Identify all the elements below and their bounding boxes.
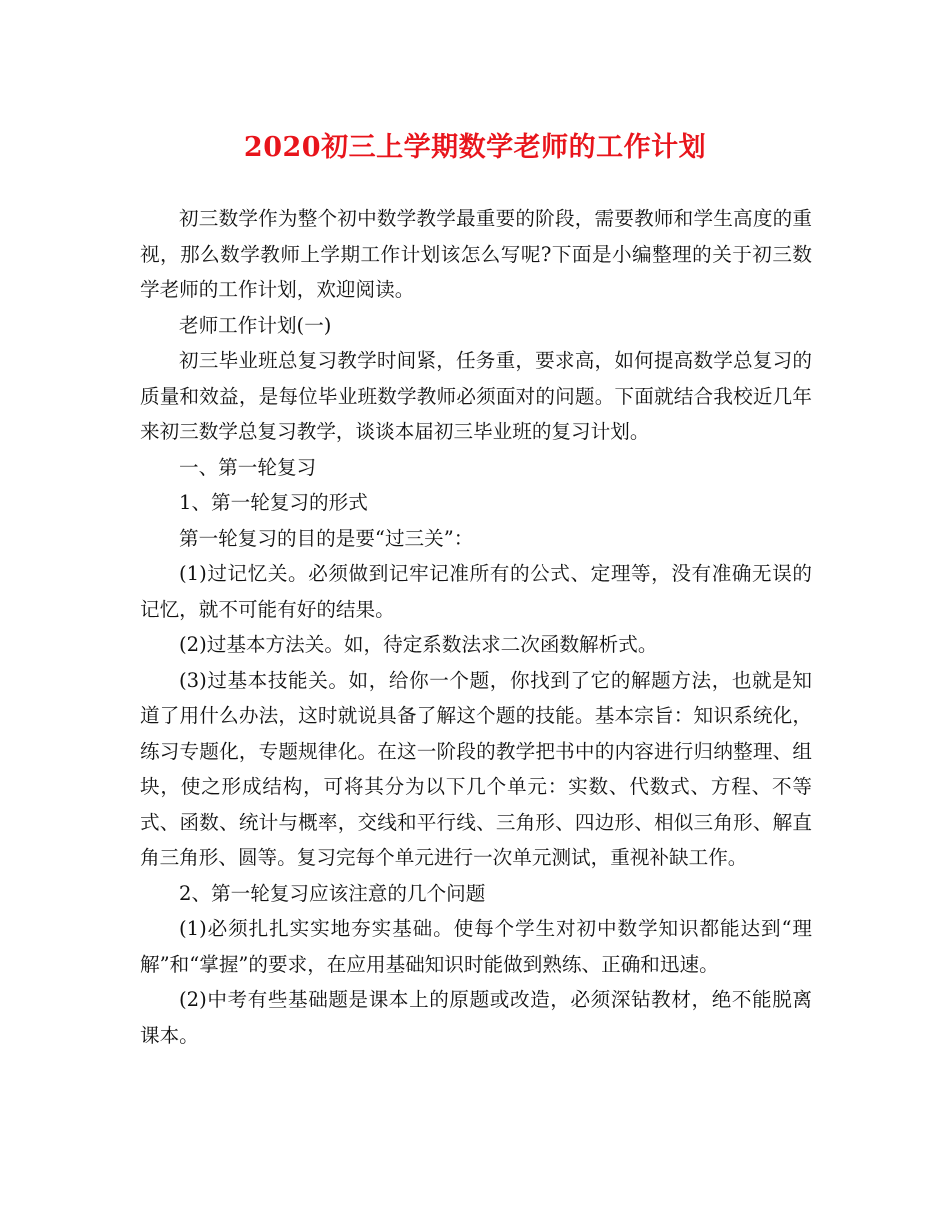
paragraph-section-heading: 一、第一轮复习 <box>179 455 317 479</box>
paragraph-skill-pass: (3)过基本技能关。如，给你一个题，你找到了它的解题方法，也就是知道了用什么办法，这时就说具备了解这个题的技能。基本宗旨：知识系统化，练习专题化，专题规律化。在这一阶段的教学把书中的内容进行归纳整理、组块，使之形成结构，可将其分为以下几个单元：实数、代数式、方程、不等式、函数、统计与概率，交线和平行线、三角形、四边形、相似三角形、解直角三角形、圆等。复习完每个单元进行一次单元测试，重视补缺工作。 <box>140 668 812 869</box>
paragraph-subheading-issues: 2、第一轮复习应该注意的几个问题 <box>179 881 486 905</box>
paragraph-subheading-form: 1、第一轮复习的形式 <box>179 491 368 514</box>
paragraph-issue-1: (1)必须扎扎实实地夯实基础。使每个学生对初中数学知识都能达到“理解”和“掌握”的要求，在应用基础知识时能做到熟练、正确和迅速。 <box>140 917 812 976</box>
paragraph-issue-2: (2)中考有些基础题是课本上的原题或改造，必须深钻教材，绝不能脱离课本。 <box>140 988 812 1047</box>
paragraph-memory-pass: (1)过记忆关。必须做到记牢记准所有的公式、定理等，没有准确无误的记忆，就不可能有好的结果。 <box>140 562 812 621</box>
paragraph-method-pass: (2)过基本方法关。如，待定系数法求二次函数解析式。 <box>179 633 658 656</box>
paragraph-intro: 初三数学作为整个初中数学教学最重要的阶段，需要教师和学生高度的重视，那么数学教师上学期工作计划该怎么写呢?下面是小编整理的关于初三数学老师的工作计划，欢迎阅读。 <box>140 207 812 301</box>
paragraph-plan-heading: 老师工作计划(一) <box>179 313 332 337</box>
document-title: 2020初三上学期数学老师的工作计划 <box>243 132 707 163</box>
document-body <box>140 201 812 1053</box>
paragraph-overview: 初三毕业班总复习教学时间紧，任务重，要求高，如何提高数学总复习的质量和效益，是每位毕业班数学教师必须面对的问题。下面就结合我校近几年来初三数学总复习教学，谈谈本届初三毕业班的复习计划。 <box>140 349 812 443</box>
paragraph-three-passes: 第一轮复习的目的是要“过三关”： <box>179 526 474 550</box>
